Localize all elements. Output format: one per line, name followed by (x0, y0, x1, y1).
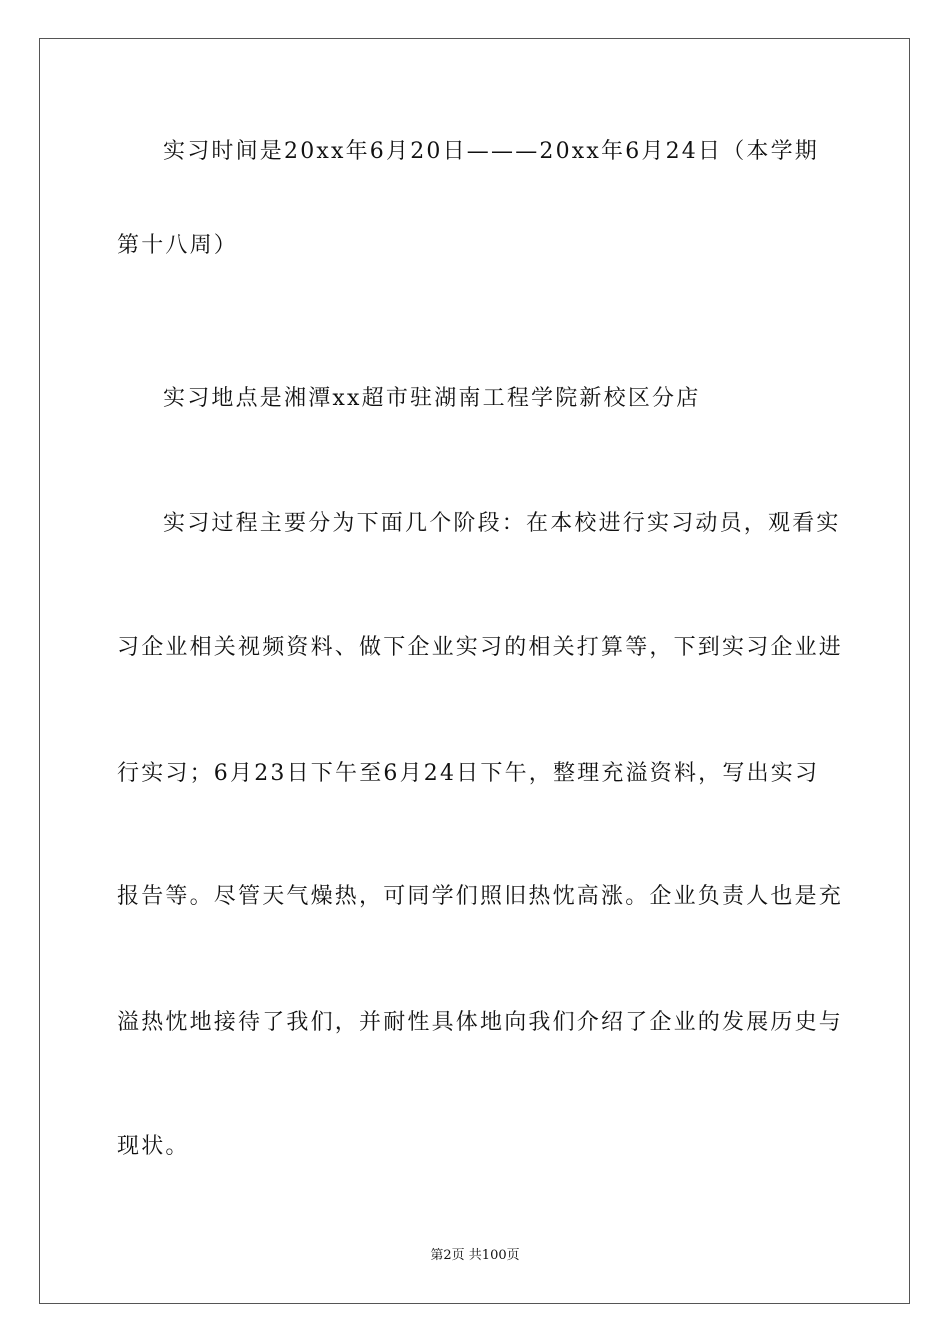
paragraph-line: 行实习；6月23日下午至6月24日下午，整理充溢资料，写出实习 (117, 761, 820, 786)
paragraph-line: 现状。 (117, 1134, 190, 1159)
paragraph-line: 溢热忱地接待了我们，并耐性具体地向我们介绍了企业的发展历史与 (117, 1010, 844, 1035)
paragraph-line: 报告等。尽管天气燥热，可同学们照旧热忱高涨。企业负责人也是充 (117, 884, 844, 909)
paragraph-line: 习企业相关视频资料、做下企业实习的相关打算等，下到实习企业进 (117, 635, 844, 660)
paragraph-line: 实习地点是湘潭xx超市驻湖南工程学院新校区分店 (163, 386, 701, 411)
paragraph-line: 实习时间是20xx年6月20日———20xx年6月24日（本学期 (163, 139, 820, 164)
page-border (39, 38, 910, 1304)
page-number-footer: 第2页 共100页 (430, 1248, 520, 1263)
paragraph-line: 第十八周） (117, 233, 239, 258)
paragraph-line: 实习过程主要分为下面几个阶段：在本校进行实习动员，观看实 (163, 511, 841, 536)
